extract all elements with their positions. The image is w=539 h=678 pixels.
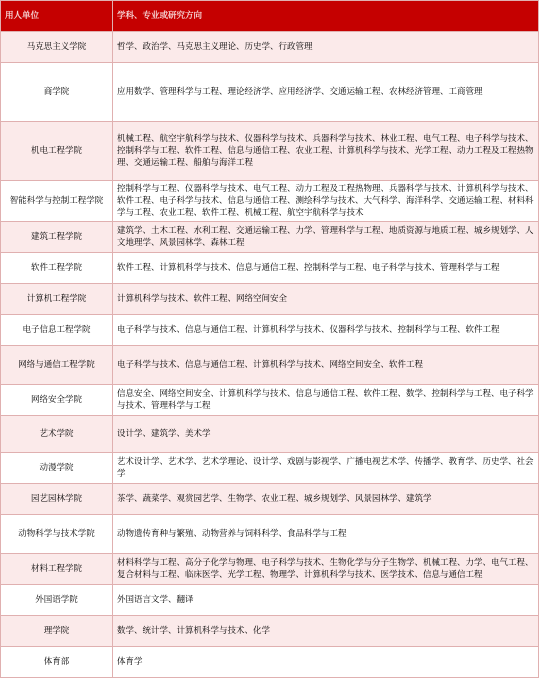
table-row xyxy=(1,284,539,315)
subjects-cell: 外国语言文学、翻译 xyxy=(113,585,539,616)
unit-cell: 建筑工程学院 xyxy=(1,222,113,253)
table-row xyxy=(1,416,539,453)
unit-cell: 马克思主义学院 xyxy=(1,32,113,63)
table-row xyxy=(1,315,539,346)
unit-cell: 体育部 xyxy=(1,647,113,678)
table-row xyxy=(1,63,539,122)
unit-cell: 网络安全学院 xyxy=(1,385,113,416)
table-header-row xyxy=(1,1,539,32)
unit-cell: 计算机工程学院 xyxy=(1,284,113,315)
unit-cell: 艺术学院 xyxy=(1,416,113,453)
subjects-cell: 动物遗传育种与繁殖、动物营养与饲料科学、食品科学与工程 xyxy=(113,515,539,554)
subjects-cell: 茶学、蔬菜学、观赏园艺学、生物学、农业工程、城乡规划学、风景园林学、建筑学 xyxy=(113,484,539,515)
subjects-cell: 电子科学与技术、信息与通信工程、计算机科学与技术、仪器科学与技术、控制科学与工程、软件工程 xyxy=(113,315,539,346)
table-row xyxy=(1,484,539,515)
table-row xyxy=(1,453,539,484)
table-row xyxy=(1,515,539,554)
table-row xyxy=(1,585,539,616)
unit-cell: 理学院 xyxy=(1,616,113,647)
unit-cell: 电子信息工程学院 xyxy=(1,315,113,346)
table-row xyxy=(1,222,539,253)
unit-cell: 商学院 xyxy=(1,63,113,122)
subjects-cell: 信息安全、网络空间安全、计算机科学与技术、信息与通信工程、软件工程、数学、控制科学与工程、电子科学与技术、管理科学与工程 xyxy=(113,385,539,416)
subjects-cell: 应用数学、管理科学与工程、理论经济学、应用经济学、交通运输工程、农林经济管理、工商管理 xyxy=(113,63,539,122)
subjects-cell: 机械工程、航空宇航科学与技术、仪器科学与技术、兵器科学与技术、林业工程、电气工程、电子科学与技术、控制科学与工程、软件工程、信息与通信工程、农业工程、计算机科学与技术、光学工程、动力工程及工程热物理、交通运输工程、船舶与海洋工程 xyxy=(113,122,539,181)
table-row xyxy=(1,253,539,284)
subjects-cell: 计算机科学与技术、软件工程、网络空间安全 xyxy=(113,284,539,315)
table-row xyxy=(1,181,539,222)
unit-cell: 智能科学与控制工程学院 xyxy=(1,181,113,222)
unit-cell: 机电工程学院 xyxy=(1,122,113,181)
unit-cell: 动物科学与技术学院 xyxy=(1,515,113,554)
subjects-cell: 艺术设计学、艺术学、艺术学理论、设计学、戏剧与影视学、广播电视艺术学、传播学、教育学、历史学、社会学 xyxy=(113,453,539,484)
subjects-cell: 数学、统计学、计算机科学与技术、化学 xyxy=(113,616,539,647)
table-row xyxy=(1,385,539,416)
subjects-cell: 电子科学与技术、信息与通信工程、计算机科学与技术、网络空间安全、软件工程 xyxy=(113,346,539,385)
table-row xyxy=(1,554,539,585)
subjects-cell: 体育学 xyxy=(113,647,539,678)
unit-cell: 动漫学院 xyxy=(1,453,113,484)
header-unit: 用人单位 xyxy=(1,1,113,32)
subjects-cell: 设计学、建筑学、美术学 xyxy=(113,416,539,453)
table-row xyxy=(1,32,539,63)
unit-cell: 软件工程学院 xyxy=(1,253,113,284)
table-row xyxy=(1,647,539,678)
table-row xyxy=(1,122,539,181)
subjects-cell: 哲学、政治学、马克思主义理论、历史学、行政管理 xyxy=(113,32,539,63)
subjects-cell: 材料科学与工程、高分子化学与物理、电子科学与技术、生物化学与分子生物学、机械工程、力学、电气工程、复合材料与工程、临床医学、光学工程、物理学、计算机科学与技术、医学技术、信息与通信工程 xyxy=(113,554,539,585)
table-row xyxy=(1,346,539,385)
subjects-cell: 控制科学与工程、仪器科学与技术、电气工程、动力工程及工程热物理、兵器科学与技术、计算机科学与技术、软件工程、电子科学与技术、信息与通信工程、测绘科学与技术、大气科学、海洋科学、交通运输工程、材料科学与工程、农业工程、软件工程、机械工程、航空宇航科学与技术 xyxy=(113,181,539,222)
unit-cell: 外国语学院 xyxy=(1,585,113,616)
unit-cell: 园艺园林学院 xyxy=(1,484,113,515)
unit-cell: 材料工程学院 xyxy=(1,554,113,585)
header-subjects: 学科、专业或研究方向 xyxy=(113,1,539,32)
subjects-cell: 软件工程、计算机科学与技术、信息与通信工程、控制科学与工程、电子科学与技术、管理科学与工程 xyxy=(113,253,539,284)
unit-cell: 网络与通信工程学院 xyxy=(1,346,113,385)
subjects-cell: 建筑学、土木工程、水利工程、交通运输工程、力学、管理科学与工程、地质资源与地质工程、城乡规划学、人文地理学、风景园林学、森林工程 xyxy=(113,222,539,253)
